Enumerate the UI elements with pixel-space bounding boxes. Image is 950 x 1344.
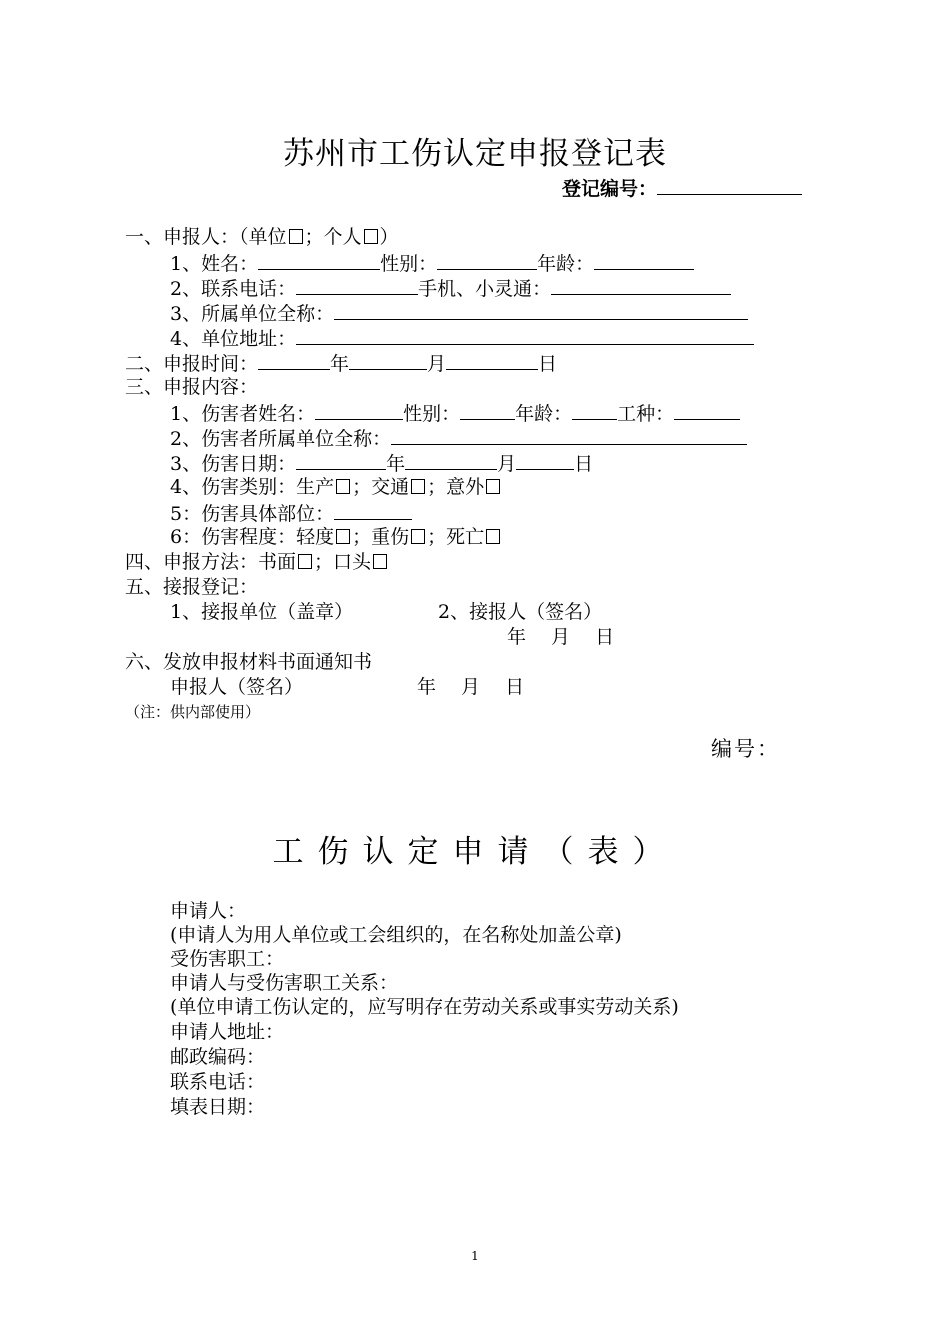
injury-type-row <box>170 475 502 499</box>
injured-name-label: 1、伤害者姓名： <box>170 403 316 425</box>
receive-date: 年 月 日 <box>507 626 615 648</box>
injury-date-label: 3、伤害日期： <box>170 453 297 475</box>
relationship-note: (单位申请工伤认定的，应写明存在劳动关系或事实劳动关系) <box>170 996 679 1018</box>
accident-checkbox[interactable] <box>486 479 500 494</box>
unit-name-field[interactable] <box>334 300 748 320</box>
injured-name-field[interactable] <box>315 400 403 420</box>
day-label: 日 <box>538 353 558 375</box>
injury-day-field[interactable] <box>516 450 574 470</box>
reporter-address-row <box>170 325 754 351</box>
mobile-label: 手机、小灵通： <box>418 278 552 300</box>
serious-checkbox[interactable] <box>411 529 425 544</box>
injured-age-label: 年龄： <box>515 403 573 425</box>
injured-age-field[interactable] <box>572 400 617 420</box>
written-label: 四、申报方法：书面 <box>125 551 297 573</box>
report-month-field[interactable] <box>349 350 427 370</box>
mobile-field[interactable] <box>551 275 731 295</box>
death-checkbox[interactable] <box>486 529 500 544</box>
injury-part-row <box>170 500 412 526</box>
relationship-label: 申请人与受伤害职工关系： <box>170 972 399 994</box>
section-3: 三、申报内容： <box>125 376 259 398</box>
reporter-signature-label: 申报人（签名） <box>170 676 304 698</box>
form2-number-label: 编号： <box>711 737 780 761</box>
injured-name-row <box>170 400 740 426</box>
registration-number <box>562 174 802 201</box>
unit-address-label: 4、单位地址： <box>170 328 297 350</box>
applicant-note: (申请人为用人单位或工会组织的，在名称处加盖公章) <box>170 924 622 946</box>
production-label: 4、伤害类别：生产 <box>170 476 335 498</box>
section-1-end: ） <box>379 226 399 248</box>
injured-unit-row <box>170 425 747 451</box>
injury-year-label: 年 <box>386 453 406 475</box>
phone-label: 2、联系电话： <box>170 278 297 300</box>
gender-label: 性别： <box>380 253 438 275</box>
injury-month-field[interactable] <box>405 450 497 470</box>
reporter-phone-row <box>170 275 731 301</box>
name-field[interactable] <box>258 250 380 270</box>
sign-date: 年 月 日 <box>417 676 525 698</box>
registration-number-label: 登记编号： <box>562 178 658 200</box>
section-5: 五、接报登记： <box>125 576 259 598</box>
injury-day-label: 日 <box>574 453 594 475</box>
form2-title: 工伤认定申请（表） <box>272 834 678 870</box>
report-year-field[interactable] <box>258 350 330 370</box>
minor-checkbox[interactable] <box>336 529 350 544</box>
receiver-signature-label: 2、接报人（签名） <box>438 601 603 623</box>
applicant-address-label: 申请人地址： <box>170 1021 285 1043</box>
injured-unit-label: 2、伤害者所属单位全称： <box>170 428 392 450</box>
injury-part-label: 5：伤害具体部位： <box>170 503 335 525</box>
individual-checkbox[interactable] <box>364 229 378 244</box>
accident-label: ；意外 <box>427 476 485 498</box>
gender-field[interactable] <box>437 250 537 270</box>
serious-label: ；重伤 <box>352 526 410 548</box>
injured-worker-label: 受伤害职工： <box>170 948 285 970</box>
written-checkbox[interactable] <box>298 554 312 569</box>
injury-part-field[interactable] <box>334 500 412 520</box>
year-label: 年 <box>330 353 350 375</box>
section-4 <box>125 550 389 574</box>
section-6: 六、发放申报材料书面通知书 <box>125 651 373 673</box>
section-1 <box>125 225 399 249</box>
oral-label: ；口头 <box>314 551 372 573</box>
reporter-unit-row <box>170 300 748 326</box>
page-number: 1 <box>471 1249 479 1263</box>
job-type-label: 工种： <box>617 403 675 425</box>
applicant-label: 申请人： <box>170 900 247 922</box>
injury-year-field[interactable] <box>296 450 386 470</box>
report-day-field[interactable] <box>446 350 538 370</box>
minor-label: 6：伤害程度：轻度 <box>170 526 335 548</box>
injured-unit-field[interactable] <box>391 425 747 445</box>
internal-use-note: （注：供内部使用） <box>125 703 261 721</box>
injury-degree-row <box>170 525 502 549</box>
traffic-label: ；交通 <box>352 476 410 498</box>
injured-gender-field[interactable] <box>460 400 515 420</box>
death-label: ；死亡 <box>427 526 485 548</box>
age-label: 年龄： <box>537 253 595 275</box>
injury-date-row <box>170 450 593 476</box>
month-label: 月 <box>427 353 447 375</box>
fill-date-label: 填表日期： <box>170 1096 266 1118</box>
unit-address-field[interactable] <box>296 325 754 345</box>
form1-title: 苏州市工伤认定申报登记表 <box>283 136 667 172</box>
registration-number-field[interactable] <box>657 175 802 195</box>
unit-checkbox[interactable] <box>289 229 303 244</box>
unit-name-label: 3、所属单位全称： <box>170 303 335 325</box>
oral-checkbox[interactable] <box>373 554 387 569</box>
traffic-checkbox[interactable] <box>411 479 425 494</box>
section-2 <box>125 350 557 376</box>
phone-field[interactable] <box>296 275 418 295</box>
job-type-field[interactable] <box>674 400 740 420</box>
injured-gender-label: 性别： <box>403 403 461 425</box>
section-1-label: 一、申报人：（单位 <box>125 226 287 248</box>
section-1-sep: ；个人 <box>304 226 362 248</box>
age-field[interactable] <box>594 250 694 270</box>
production-checkbox[interactable] <box>336 479 350 494</box>
report-time-label: 二、申报时间： <box>125 353 259 375</box>
postal-code-label: 邮政编码： <box>170 1046 266 1068</box>
reporter-name-row <box>170 250 694 276</box>
contact-phone-label: 联系电话： <box>170 1071 266 1093</box>
name-label: 1、姓名： <box>170 253 259 275</box>
injury-month-label: 月 <box>497 453 517 475</box>
receiving-unit-label: 1、接报单位（盖章） <box>170 601 354 623</box>
